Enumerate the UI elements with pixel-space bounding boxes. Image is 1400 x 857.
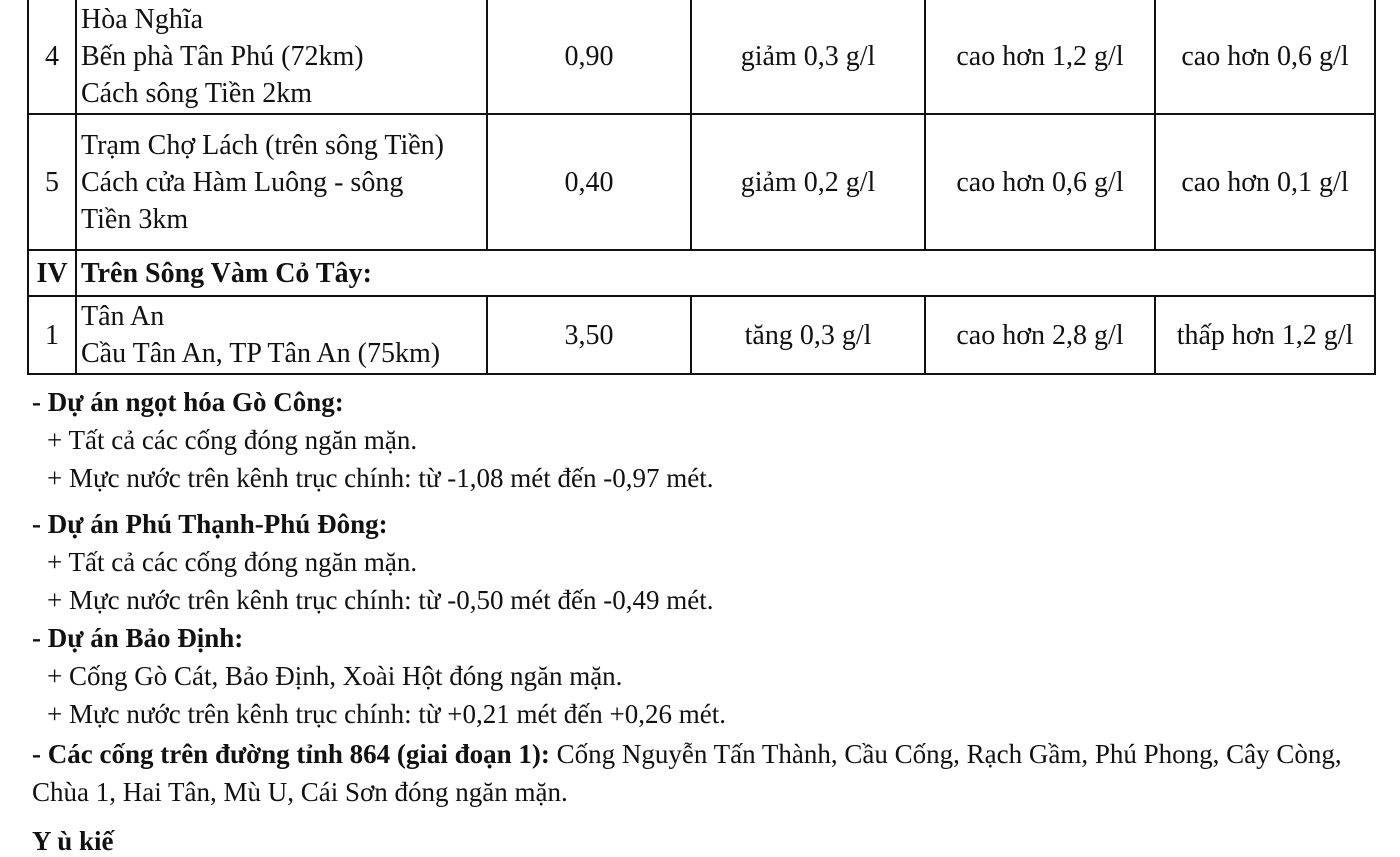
salinity-value: 3,50 bbox=[487, 296, 691, 374]
section-index: IV bbox=[28, 250, 76, 296]
station-location bbox=[76, 114, 487, 250]
project-item: + Mực nước trên kênh trục chính: từ +0,21 mét đến +0,26 mét. bbox=[47, 699, 726, 729]
salinity-change: giảm 0,2 g/l bbox=[691, 114, 925, 250]
section-title: Trên Sông Vàm Cỏ Tây: bbox=[76, 250, 1375, 296]
project-item: + Tất cả các cống đóng ngăn mặn. bbox=[47, 425, 418, 455]
salinity-change: giảm 0,3 g/l bbox=[691, 0, 925, 114]
location-line: Tân An bbox=[81, 301, 165, 332]
location-line: Bến phà Tân Phú (72km) bbox=[81, 40, 364, 72]
salinity-compare-2: cao hơn 0,6 g/l bbox=[1155, 0, 1375, 114]
location-line: Cách cửa Hàm Luông - sông bbox=[81, 166, 404, 198]
salinity-compare-2: thấp hơn 1,2 g/l bbox=[1155, 296, 1375, 374]
location-line: Trạm Chợ Lách (trên sông Tiền) bbox=[81, 129, 444, 161]
row-index: 4 bbox=[28, 0, 76, 114]
project-item: + Mực nước trên kênh trục chính: từ -0,50 mét đến -0,49 mét. bbox=[47, 585, 714, 615]
row-index: 5 bbox=[28, 114, 76, 250]
project-heading-bao-dinh: - Dự án Bảo Định: bbox=[32, 623, 244, 653]
location-line: Hòa Nghĩa bbox=[81, 3, 204, 35]
salinity-table bbox=[27, 0, 1376, 375]
salinity-compare-1: cao hơn 2,8 g/l bbox=[925, 296, 1155, 374]
station-location bbox=[76, 296, 487, 374]
route-864-paragraph bbox=[32, 735, 1382, 811]
salinity-compare-1: cao hơn 1,2 g/l bbox=[925, 0, 1155, 114]
row-index: 1 bbox=[28, 296, 76, 374]
salinity-change: tăng 0,3 g/l bbox=[691, 296, 925, 374]
route-864-lead: - Các cống trên đường tỉnh 864 (giai đoạn 1): bbox=[32, 739, 550, 769]
salinity-value: 0,90 bbox=[487, 0, 691, 114]
project-heading-phu-thanh: - Dự án Phú Thạnh-Phú Đông: bbox=[32, 509, 388, 539]
project-item: + Mực nước trên kênh trục chính: từ -1,08 mét đến -0,97 mét. bbox=[47, 463, 714, 493]
salinity-value: 0,40 bbox=[487, 114, 691, 250]
table-row bbox=[28, 296, 1375, 374]
table-section-row bbox=[28, 250, 1375, 296]
cutoff-text: Y ù kiế bbox=[32, 826, 114, 856]
location-line: Tiền 3km bbox=[81, 203, 189, 235]
salinity-compare-1: cao hơn 0,6 g/l bbox=[925, 114, 1155, 250]
table-row bbox=[28, 114, 1375, 250]
route-864-body: Cống Nguyễn Tấn Thành, Cầu Cống, Rạch Gầm, Phú Phong, Cây Còng, Chùa 1, Hai Tân, Mù U, Cái Sơn đóng ngăn mặn. bbox=[32, 739, 1342, 807]
project-item: + Tất cả các cống đóng ngăn mặn. bbox=[47, 547, 418, 577]
project-heading-go-cong: - Dự án ngọt hóa Gò Công: bbox=[32, 387, 344, 417]
project-notes bbox=[32, 383, 1382, 811]
table-row bbox=[28, 0, 1375, 114]
location-line: Cách sông Tiền 2km bbox=[81, 77, 313, 109]
project-item: + Cống Gò Cát, Bảo Định, Xoài Hột đóng ngăn mặn. bbox=[47, 661, 623, 691]
station-location bbox=[76, 0, 487, 114]
location-line: Cầu Tân An, TP Tân An (75km) bbox=[81, 338, 441, 369]
salinity-compare-2: cao hơn 0,1 g/l bbox=[1155, 114, 1375, 250]
